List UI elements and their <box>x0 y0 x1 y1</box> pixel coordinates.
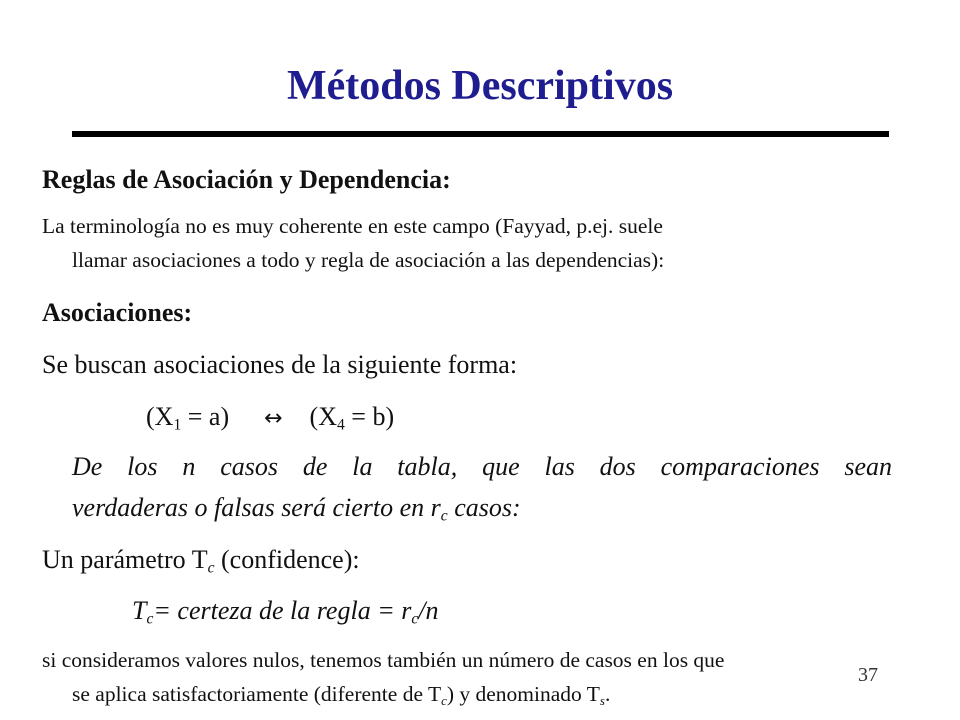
description-rc-sub: c <box>440 507 448 525</box>
note-line-2 <box>72 682 610 707</box>
rc-sub: c <box>411 610 419 628</box>
parameter-text: Un parámetro T <box>42 545 208 574</box>
tc-symbol: T <box>132 596 147 625</box>
description-line-2-end: casos: <box>447 493 521 522</box>
section-heading-asociaciones: Asociaciones: <box>42 298 193 327</box>
parameter-sub: c <box>207 559 215 577</box>
note-tc-sub: c <box>441 693 447 708</box>
note-line-2-end: . <box>604 682 611 706</box>
intro-line-1: La terminología no es muy coherente en este campo (Fayyad, p.ej. suele <box>42 214 663 238</box>
formula-right-open: (X <box>309 402 337 431</box>
note-line-2-mid: ) y denominado T <box>446 682 600 706</box>
description-line-2-text: verdaderas o falsas será cierto en r <box>72 493 441 522</box>
search-text: Se buscan asociaciones de la siguiente forma: <box>42 350 518 379</box>
association-formula <box>146 402 394 432</box>
double-arrow-icon: ↔ <box>264 406 283 431</box>
title-underline <box>72 131 889 137</box>
tc-sub: c <box>146 610 154 628</box>
formula-left-rest: = a) <box>181 402 230 431</box>
certainty-formula <box>132 596 439 626</box>
intro-line-2: llamar asociaciones a todo y regla de asociación a las dependencias): <box>72 248 665 272</box>
parameter-line <box>42 545 360 575</box>
formula-left-sub: 1 <box>173 416 182 434</box>
formula-right-rest: = b) <box>344 402 395 431</box>
formula-right-sub: 4 <box>336 416 345 434</box>
slide-title: Métodos Descriptivos <box>286 63 674 109</box>
description-line-2 <box>72 493 521 523</box>
tc-definition: = certeza de la regla = r <box>153 596 412 625</box>
section-heading-reglas: Reglas de Asociación y Dependencia: <box>42 165 451 194</box>
note-ts-sub: s <box>599 693 605 708</box>
parameter-confidence: (confidence): <box>214 545 360 574</box>
page-number: 37 <box>858 664 878 686</box>
description-line-1: De los n casos de la tabla, que las dos comparaciones sean <box>72 452 892 481</box>
note-line-2-text: se aplica satisfactoriamente (diferente de T <box>72 682 442 706</box>
note-line-1: si consideramos valores nulos, tenemos también un número de casos en los que <box>42 648 725 672</box>
formula-left-open: (X <box>146 402 174 431</box>
tc-denominator: /n <box>418 596 439 625</box>
